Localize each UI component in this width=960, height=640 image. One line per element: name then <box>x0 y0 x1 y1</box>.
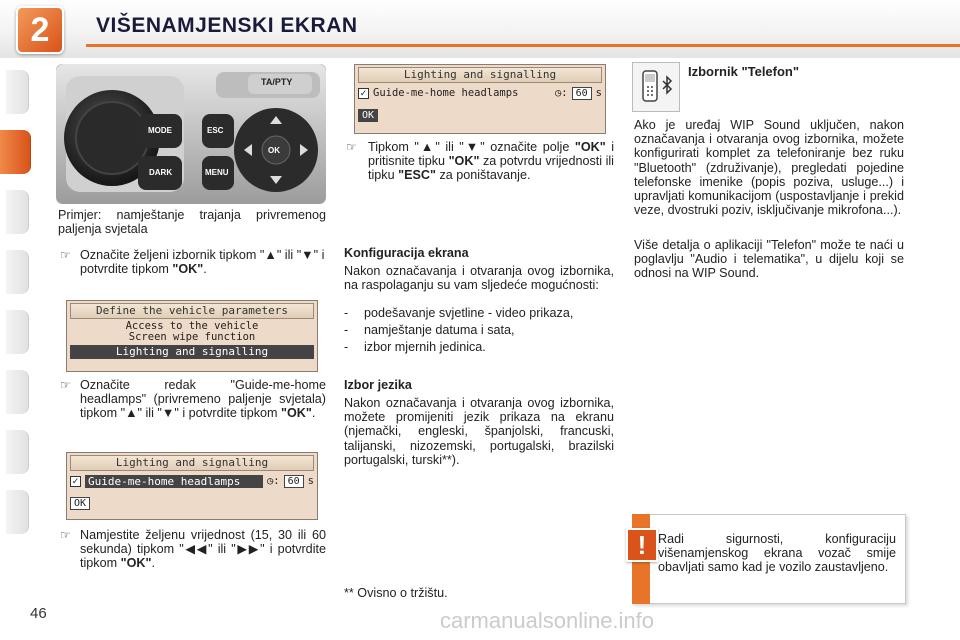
watermark: carmanualsonline.info <box>440 608 655 633</box>
option-item: izbor mjernih jedinica. <box>364 340 486 355</box>
down-arrow-icon: ▼ <box>301 248 314 262</box>
chapter-tab <box>6 430 29 474</box>
duration-unit: s <box>307 475 314 487</box>
warning-text: Radi sigurnosti, konfiguraciju višenamjenskog ekrana vozač smije obavljati samo kad je vozilo zaustavljeno. <box>658 532 896 575</box>
chapter-tab <box>6 310 29 354</box>
checkbox-icon: ✓ <box>359 87 368 98</box>
language-text: Nakon označavanja i otvaranja ovog izbornika, možete promijeniti jezik prikaza na ekranu (njemački, engleski, španjolski, francuski, talijanski, nizozemski, portugalski, brazilski portugalski, turski**). <box>344 396 614 467</box>
control-panel-illustration <box>56 64 326 204</box>
chapter-badge: 2 <box>16 6 64 54</box>
phone-bluetooth-icon <box>632 62 680 112</box>
page-title: VIŠENAMJENSKI EKRAN <box>96 14 358 37</box>
warning-icon: ! <box>626 528 658 562</box>
chapter-tab <box>6 250 29 294</box>
up-arrow-icon: ▲ <box>264 248 277 262</box>
step-select-menu: Označite željeni izbornik tipkom "▲" ili "▼" i potvrdite tipkom "OK". <box>80 248 325 277</box>
step-confirm: Tipkom "▲" ili "▼" označite polje "OK" i pritisnite tipku "OK" za potvrdu vrijednosti ili tipku "ESC" za poništavanje. <box>368 140 615 183</box>
down-arrow-icon: ▼ <box>161 406 175 421</box>
phone-paragraph-1: Ako je uređaj WIP Sound uključen, nakon označavanja i otvaranja ovog izbornika, možete konfigurirati komplet za telefoniranje bez ruku "Bluetooth" (združivanje), pregledati pojedine telefonske imenike (popis poziva, usluge...) i upravljati komunikacijom (uspostavljanje i prekid veze, dvostruki poziv, isključivanje mikrofona...). <box>634 118 904 218</box>
duration-value: 60 <box>284 475 304 488</box>
menu-label: MENU <box>205 168 229 177</box>
down-arrow-icon: ▼ <box>463 140 481 154</box>
screen-ok-box-selected: OK <box>358 109 378 122</box>
display-screen-confirm <box>354 64 606 134</box>
ta-pty-label: TA/PTY <box>261 77 293 87</box>
up-arrow-icon: ▲ <box>125 406 138 421</box>
option-item: podešavanje svjetline - video prikaza, <box>364 306 574 320</box>
rewind-icon: ◀◀ <box>183 542 209 557</box>
header-underline <box>86 44 960 47</box>
chapter-tab <box>6 190 29 234</box>
screen-setting-row: Guide-me-home headlamps <box>85 475 263 488</box>
chapter-tabs <box>0 60 30 570</box>
screen-menu-item: Access to the vehicle <box>125 320 259 332</box>
mode-label: MODE <box>148 126 172 135</box>
chapter-tab <box>6 490 29 534</box>
chapter-tab-active <box>0 130 31 174</box>
screen-menu-item: Screen wipe function <box>128 331 256 343</box>
timer-icon: ◷: <box>554 87 568 99</box>
section-heading-phone: Izbornik "Telefon" <box>688 64 800 79</box>
esc-label: ESC <box>207 126 224 135</box>
pointer-icon: ☞ <box>60 528 71 542</box>
screen-ok-box: OK <box>70 497 90 510</box>
chapter-tab <box>6 70 29 114</box>
step-select-row: Označite redak "Guide-me-home headlamps" (privremeno paljenje svjetala) tipkom "▲" ili "▼" i potvrdite tipkom "OK". <box>80 378 326 421</box>
phone-paragraph-2: Više detalja o aplikaciji "Telefon" može te naći u poglavlju "Audio i telematika", u dijelu koji se odnosi na WIP Sound. <box>634 238 904 281</box>
screen-setting-row: Guide-me-home headlamps <box>373 87 519 99</box>
step-set-value: Namjestite željenu vrijednost (15, 30 ili 60 sekunda) tipkom "◀◀" ili "▶▶" i potvrdite tipkom "OK". <box>80 528 326 571</box>
illustration-caption: Primjer: namještanje trajanja privremenog paljenja svjetala <box>58 208 326 237</box>
checkbox-icon: ✓ <box>71 475 80 486</box>
duration-unit: s <box>595 87 602 99</box>
pointer-icon: ☞ <box>60 378 71 392</box>
screen-title: Lighting and signalling <box>70 455 314 471</box>
timer-icon: ◷: <box>266 475 280 487</box>
up-arrow-icon: ▲ <box>418 140 436 154</box>
display-screen-lighting <box>66 452 318 520</box>
section-heading-language: Izbor jezika <box>344 378 412 392</box>
display-config-text: Nakon označavanja i otvaranja ovog izbornika, na raspolaganju su vam sljedeće mogućnosti: <box>344 264 614 293</box>
display-screen-menu <box>66 300 318 372</box>
option-item: namještanje datuma i sata, <box>364 323 515 338</box>
pointer-icon: ☞ <box>60 248 71 262</box>
ok-label: OK <box>268 146 280 155</box>
section-heading-display-config: Konfiguracija ekrana <box>344 246 469 260</box>
screen-title: Define the vehicle parameters <box>70 303 314 319</box>
chapter-tab <box>6 370 29 414</box>
screen-selected-item: Lighting and signalling <box>70 345 314 359</box>
display-config-options: - podešavanje svjetline - video prikaza, - namještanje datuma i sata, - izbor mjernih jedinica. <box>344 306 614 355</box>
footnote: ** Ovisno o tržištu. <box>344 586 448 600</box>
page-number: 46 <box>30 605 47 622</box>
pointer-icon: ☞ <box>346 140 357 154</box>
forward-icon: ▶▶ <box>235 542 261 557</box>
dark-label: DARK <box>149 168 173 177</box>
screen-title: Lighting and signalling <box>358 67 602 83</box>
duration-value: 60 <box>572 87 592 100</box>
